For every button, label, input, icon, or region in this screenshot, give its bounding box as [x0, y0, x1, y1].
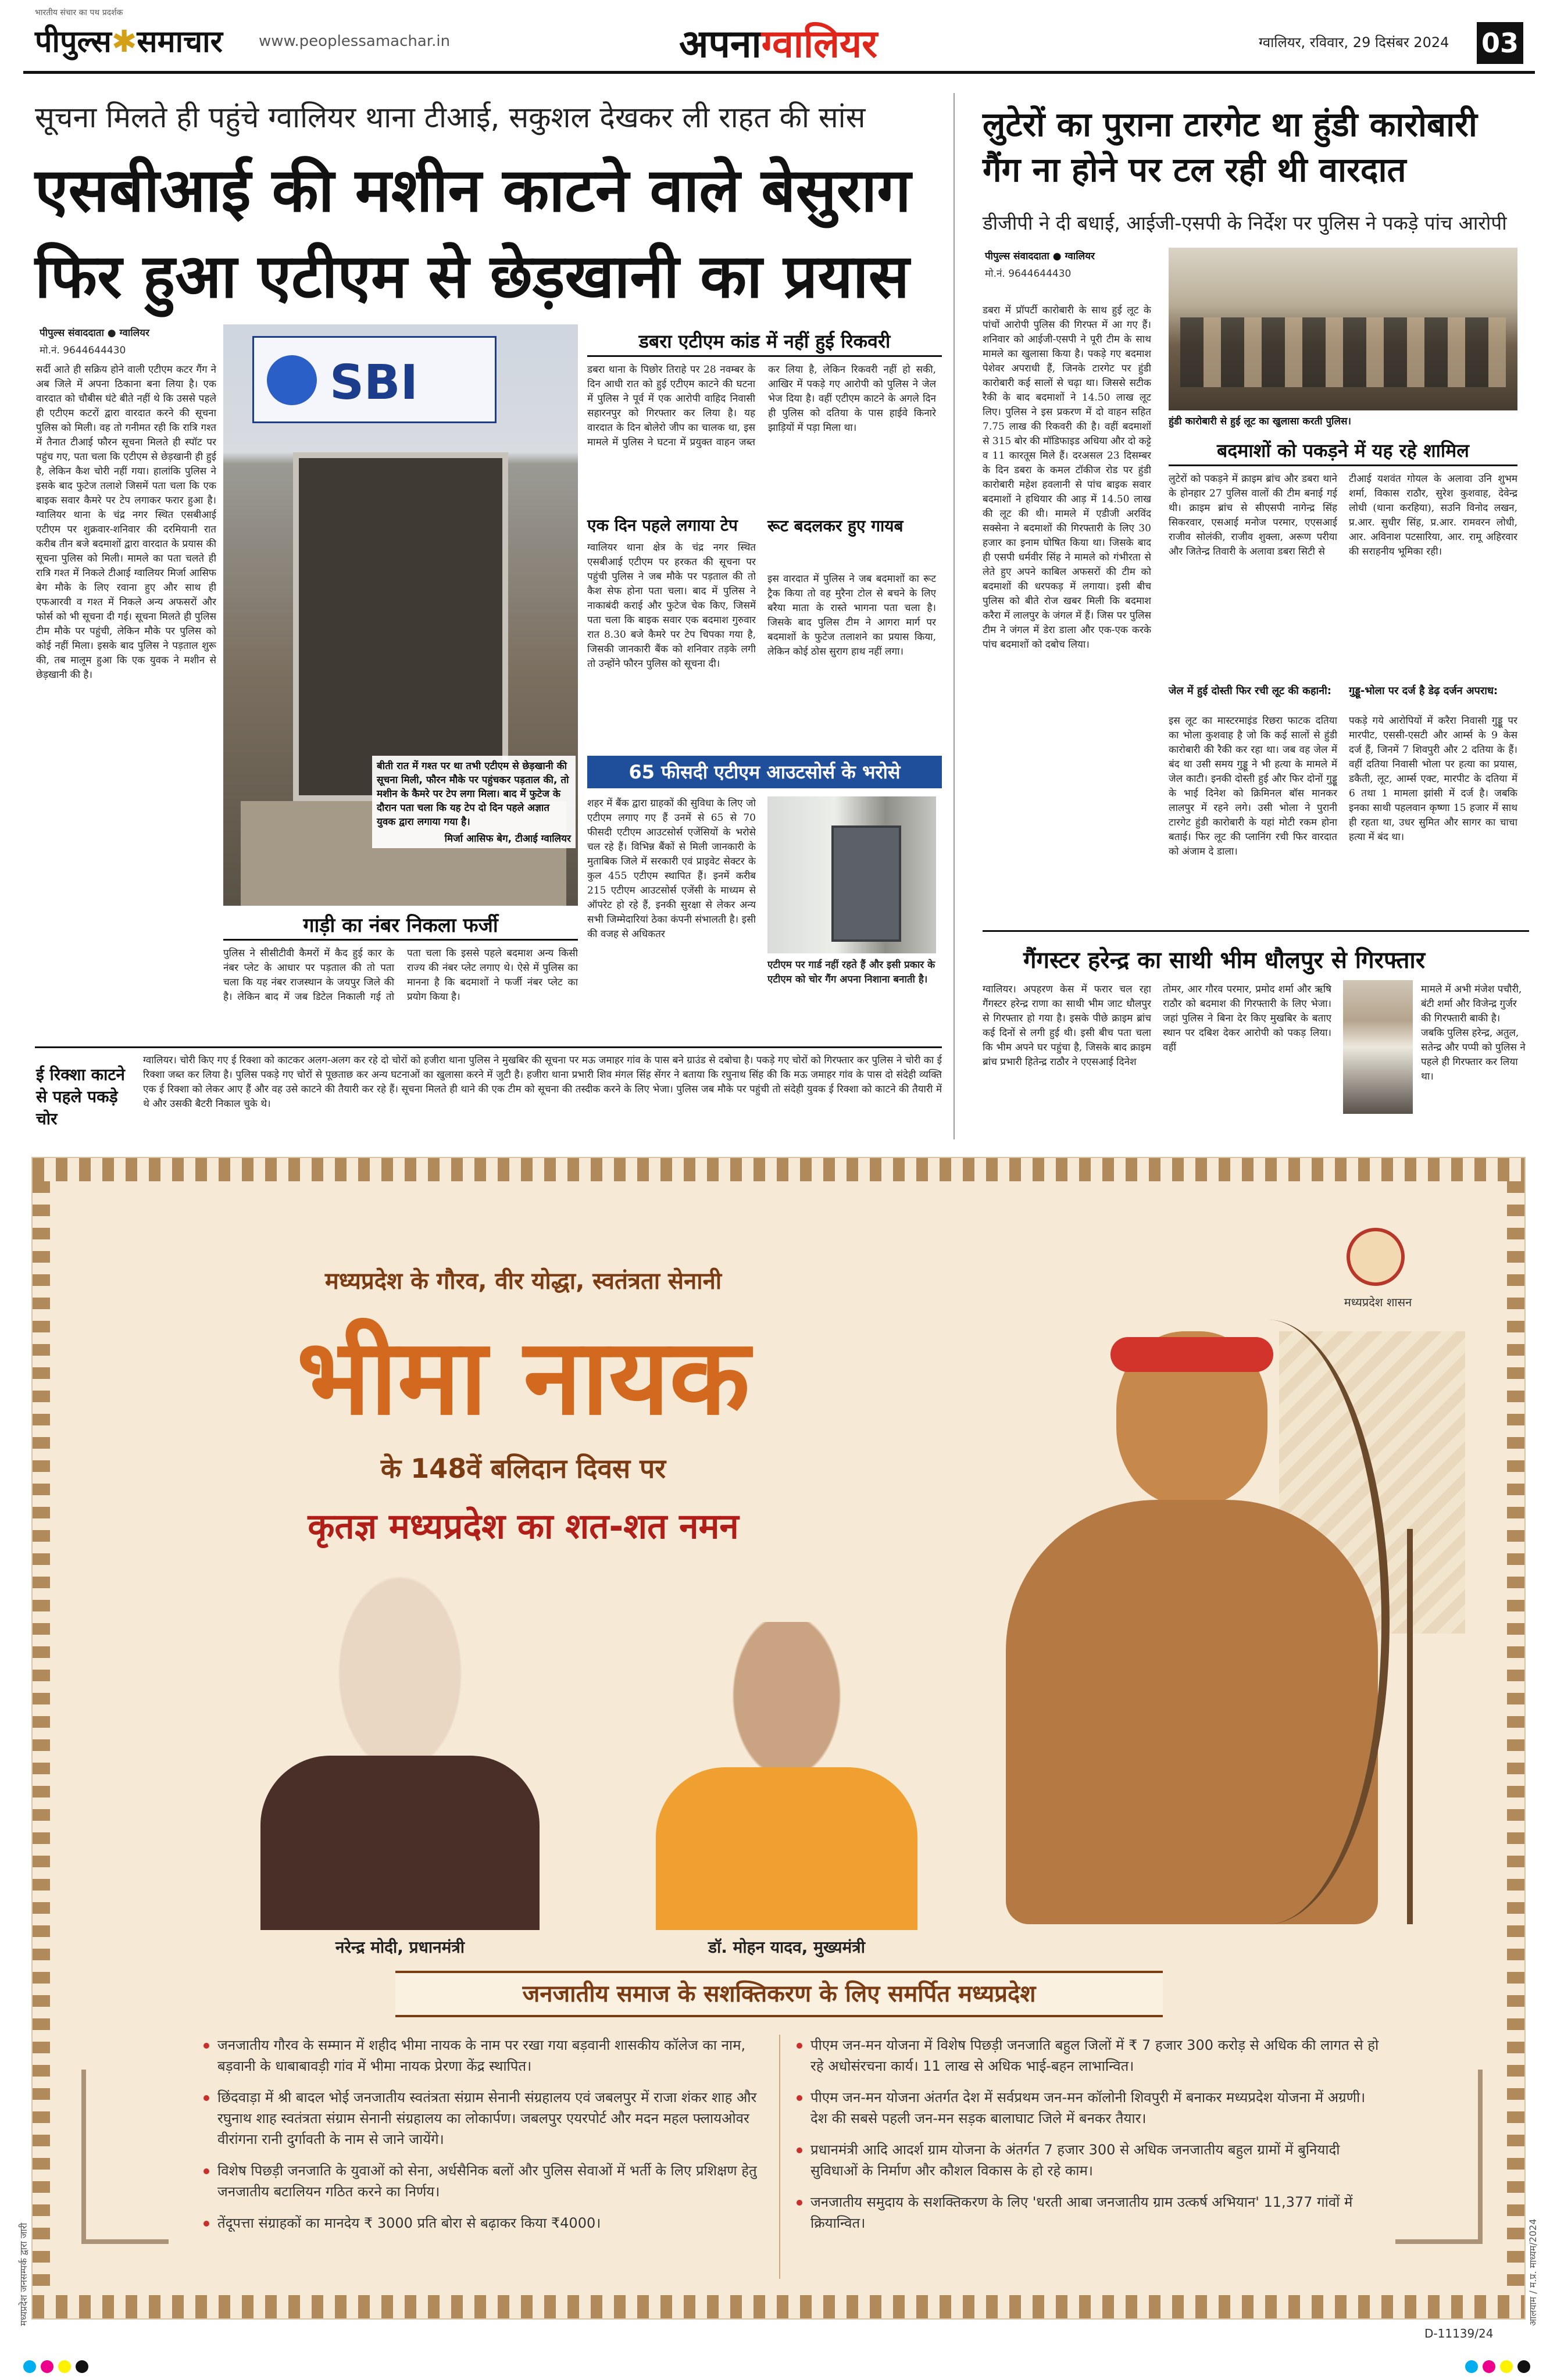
cm-photo — [633, 1622, 941, 1930]
mp-govt-logo — [1347, 1228, 1405, 1286]
accused-photo — [1343, 980, 1413, 1114]
police-row — [1180, 317, 1506, 387]
brand-star-icon: ✱ — [111, 24, 137, 59]
ad-bullet — [797, 2035, 1384, 2077]
bow-icon — [1145, 1320, 1390, 1924]
lead-mobile: मो.नं. 9644644430 — [40, 345, 126, 356]
ad-bullets-right — [797, 2035, 1384, 2244]
sbi-photo-caption — [372, 756, 576, 848]
ad-bullet — [203, 2087, 762, 2150]
cm-torso — [656, 1767, 917, 1930]
ad-bullet-text: प्रधानमंत्री आदि आदर्श ग्राम योजना के अंतर्गत 7 हजार 300 से अधिक जनजातीय बहुल ग्रामों में बुनियादी सुविधाओं के निर्माण और कौशल विकास के हो रहे काम। — [810, 2142, 1340, 2179]
section-prefix: अपना — [679, 22, 762, 66]
magenta-dot-icon — [1483, 2360, 1495, 2373]
dabra-subhead: डबरा एटीएम कांड में नहीं हुई रिकवरी — [587, 326, 942, 357]
right-headline-1: लुटेरों का पुराना टारगेट था हुंडी कारोबारी — [983, 105, 1477, 144]
ad-code: D-11139/24 — [1424, 2327, 1494, 2340]
ad-bullet — [797, 2087, 1384, 2129]
police-team-photo — [1169, 248, 1517, 410]
right-deck: डीजीपी ने दी बधाई, आईजी-एसपी के निर्देश पर पुलिस ने पकड़े पांच आरोपी — [983, 212, 1507, 234]
team-text-2: टीआई यशवंत गोयल के अलावा उनि शुभम शर्मा, विकास राठौर, सुरेश कुशवाह, देवेन्द्र लोधी (थाना करहिया), सउनि विनोद लखन, प्र.आर. सुधीर सिंह, प्र.आर. रामवरन लोधी, आर. अविनाश पटसारिया, आर. रामू अहिरवार की सराहनीय भूमिका रही। — [1349, 473, 1517, 558]
bullet-dot-icon — [797, 2043, 802, 2049]
right-text: डबरा में प्रॉपर्टी कारोबारी के साथ हुई लूट के पांचों आरोपी पुलिस की गिरफ्त में आ गए हैं। शनिवार को आईजी-एसपी ने पूरी टीम के साथ मामले का खुलासा किया है। पकड़े गए बदमाश पेशेवर अपराधी हैं, जिनके टारगेट पर हुंडी कारोबारी कई सालों से चढ़ा था। जिससे सटीक रैकी के बाद बदमाशों ने 14.50 लाख लूट लिए। पुलिस ने इस प्रकरण में दो वाहन सहित 7.75 लाख की रिकवरी की है। वहीं बदमाशों से 315 बोर की मॉडिफाइड अधिया और दो कट्टे व 11 कारतूस मिले हैं। दरअसल 23 दिसम्बर के दिन डबरा के कमल टॉकीज रोड पर हुंडी कारोबारी महेश हवलानी से पांच बाइक सवार बदमाशों ने हथियार की आड़ में 14.50 लाख की लूट की थी। मामले में एडीजी अरविंद सक्सेना ने बदमाशों की गिरफ्तारी के लिए 30 हजार का इनाम घोषित किया था। जिसके बाद ही एसपी धर्मवीर सिंह ने मामले को गंभीरता से लेते हुए अपने काबिल अफसरों की टीम को बदमाशों की धरपकड़ में लगाया। इसी बीच पुलिस को बीते रोज खबर मिली कि बदमाश करैरा में लालपुर के जंगल में हैं। जिस पर पुलिस टीम ने जंगल में डेरा डाला और एक-एक करके पांच बदमाशों को दबोच लिया। — [983, 305, 1151, 651]
tape-subhead: एक दिन पहले लगाया टेप — [587, 516, 738, 535]
police-photo-caption: हुंडी कारोबारी से हुई लूट का खुलासा करती पुलिस। — [1169, 416, 1351, 427]
ad-title: भीमा नायक — [297, 1317, 750, 1438]
ad-banner: जनजातीय समाज के सशक्तिकरण के लिए समर्पित मध्यप्रदेश — [395, 1971, 1163, 2017]
team-subhead: बदमाशों को पकड़ने में यह रहे शामिल — [1169, 435, 1517, 466]
atm-machine-photo — [767, 796, 936, 953]
sbi-sign-text: SBI — [330, 355, 419, 410]
tribal-figure-left — [81, 2070, 169, 2244]
pm-caption: नरेन्द्र मोदी, प्रधानमंत्री — [335, 1938, 465, 1957]
ad-border-bottom — [33, 2295, 1524, 2318]
ad-bullet-text: पीएम जन-मन योजना में विशेष पिछड़ी जनजाति बहुल जिलों में ₹ 7 हजार 300 करोड़ से अधिक की लागत से हो रहे अधोसंरचना कार्य। 11 लाख से अधिक भाई-बहन लाभान्वित। — [810, 2037, 1379, 2074]
lead-headline-1: एसबीआई की मशीन काटने वाले बेसुराग — [35, 155, 911, 226]
brief-rule — [35, 1046, 942, 1048]
ad-side-credit-right: आलयाम / म.प्र. माध्यम/2024 — [1527, 2218, 1538, 2326]
ad-bullet-text: जनजातीय समुदाय के सशक्तिकरण के लिए 'धरती आबा जनजातीय ग्राम उत्कर्ष अभियान' 11,377 गांवों में क्रियान्वित। — [810, 2194, 1353, 2231]
ad-bullet — [797, 2139, 1384, 2181]
sbi-signboard — [252, 336, 497, 423]
mp-govt-label: मध्यप्रदेश शासन — [1344, 1295, 1412, 1309]
ad-bullets-left — [203, 2035, 762, 2244]
third-story-rule — [983, 930, 1529, 932]
bullet-dot-icon — [203, 2043, 209, 2049]
ad-bullet-text: पीएम जन-मन योजना अंतर्गत देश में सर्वप्रथम जन-मन कॉलोनी शिवपुरी में बनाकर मध्यप्रदेश योजना में अग्रणी। देश की सबसे पहली जन-मन सड़क बालाघाट जिले में बनकर तैयार। — [810, 2089, 1366, 2127]
cyan-dot-icon — [1465, 2360, 1478, 2373]
yellow-dot-icon — [1500, 2360, 1513, 2373]
ad-bullets-divider — [779, 2035, 780, 2279]
crimes-subhead: गुड्डू-भोला पर दर्ज है डेढ़ दर्जन अपराध: — [1349, 685, 1498, 697]
atm-machine — [831, 826, 901, 942]
ad-subtitle: के 148वें बलिदान दिवस पर — [380, 1453, 666, 1484]
route-text: इस वारदात में पुलिस ने जब बदमाशों का रूट ट्रैक किया तो वह मुरैना टोल से बचने के लिए बरैया माता के रास्ते भागना पता चला है। जिसके बाद पुलिस टीम ने आगरा मार्ग पर बदमाशों के फुटेज तलाशने का प्रयास किया, लेकिन कोई ठोस सुराग हाथ नहीं लगा। — [767, 573, 936, 657]
brand-logo — [35, 20, 223, 61]
lead-byline: पीपुल्स संवाददाता ● ग्वालियर — [40, 327, 149, 339]
brand-tagline: भारतीय संचार का पथ प्रदर्शक — [35, 8, 123, 17]
bullet-dot-icon — [797, 2147, 802, 2153]
black-dot-icon — [1517, 2360, 1530, 2373]
column-divider — [954, 93, 955, 1139]
team-text-1: लुटेरों को पकड़ने में क्राइम ब्रांच और डबरा थाने के होनहार 27 पुलिस वालों की टीम बनाई गई थी। क्राइम ब्रांच से सीएसपी नागेन्द्र सिंह सिकरवार, एसआई मनोज परमार, एएसआई राजीव सोलंकी, राजीव शुक्ला, अरूण परीया और जितेन्द्र तिवारी के अलावा डबरा सिटी से — [1169, 473, 1337, 558]
bullet-dot-icon — [203, 2095, 209, 2101]
ad-pretitle: मध्यप्रदेश के गौरव, वीर योद्धा, स्वतंत्रता सेनानी — [324, 1268, 722, 1295]
outsource-subhead: 65 फीसदी एटीएम आउटसोर्स के भरोसे — [587, 756, 942, 788]
brand-right: समाचार — [137, 24, 223, 59]
jail-subhead: जेल में हुई दोस्ती फिर रची लूट की कहानी: — [1169, 685, 1332, 697]
ad-bullet — [203, 2160, 762, 2202]
outsource-text: शहर में बैंक द्वारा ग्राहकों की सुविधा के लिए जो एटीएम लगाए गए हैं उनमें से 65 से 70 फीसदी एटीएम आउटसोर्स एजेंसियों के भरोसे चल रहे हैं। विभिन्न बैंकों से मिली जानकारी के मुताबिक जिले में सरकारी एवं प्राइवेट सेक्टर के कुल 455 एटीएम स्थापित हैं। इनमें करीब 215 एटीएम आउटसोर्स एजेंसी के माध्यम से ऑपरेट हो रहे हैं, इनकी सुरक्षा से लेकर अन्य सभी जिम्मेदारियां ठेका कंपनी संभालती है। इसी की वजह से अधिकतर — [587, 798, 756, 940]
right-headline-2: गैंग ना होने पर टल रही थी वारदात — [983, 150, 1406, 190]
brief-text: ग्वालियर। चोरी किए गए ई रिक्शा को काटकर अलग-अलग कर रहे दो चोरों को हजीरा थाना पुलिस ने मुखबिर की सूचना पर मऊ जमाहर गांव के पास बने ग्राउंड से दबोचा है। पकड़े गए चोरों को गिरफ्तार कर पुलिस ने चोरी का ई रिक्शा जब्त कर लिया है। पुलिस पकड़े गए चोरों से पूछताछ कर अन्य घटनाओं का खुलासा करने में जुटी है। हजीरा थाना प्रभारी शिव मंगल सिंह सेंगर ने बताया कि रघुनाथ सिंह की कि मऊ जमाहर गांव के पास दो संदेही व्यक्ति एक ई रिक्शा को लेकर आए हैं और वह उसे काटने की तैयारी कर रहे हैं। सूचना मिलते ही थाने की एक टीम को सूचना की तस्दीक करने के लिए भेजा। पुलिस जब मौके पर पहुंची तो संदेही युवक ई रिक्शा को काटने की तैयारी में थे और उसकी बैटरी निकाल चुके थे। — [143, 1055, 942, 1110]
ad-bullet-text: छिंदवाड़ा में श्री बादल भोई जनजातीय स्वतंत्रता संग्राम सेनानी संग्रहालय एवं जबलपुर में राजा शंकर शाह और रघुनाथ शाह स्वतंत्रता संग्राम सेनानी संग्रहालय का लोकार्पण। जबलपुर एयरपोर्ट और मदन महल फ्लायओवर वीरांगना रानी दुर्गावती के नाम से जाने जायेंगे। — [217, 2089, 757, 2147]
sbi-caption-text: बीती रात में गश्त पर था तभी एटीएम से छेड़खानी की सूचना मिली, फौरन मौके पर पहुंचकर पड़ताल की, तो मशीन के कैमरे पर टेप लगा मिला। बाद में फुटेज के दौरान पता चला कि यह टेप दो दिन पहले अज्ञात युवक द्वारा लगाया गया है। — [377, 760, 569, 828]
ad-side-credit-left: मध्यप्रदेश जनसम्पर्क द्वारा जारी — [18, 2222, 29, 2326]
brief-title: ई रिक्शा काटने से पहले पकड़े चोर — [36, 1065, 125, 1128]
bullet-dot-icon — [203, 2221, 209, 2227]
tape-text: ग्वालियर थाना क्षेत्र के चंद्र नगर स्थित एसबीआई एटीएम पर हरकत की सूचना पर पहुंची पुलिस ने जब मौके पर पड़ताल की तो कैश सेफ होना पता चला। बाद में पुलिस ने नाकाबंदी कराई और फुटेज चेक किए, जिसमें पता चला कि बाइक सवार एक बदमाश गुरुवार रात 8.30 बजे कैमरे पर टेप चिपका गया है, जिसकी जानकारी बैंक को शनिवार तड़के लगी तो उन्होंने फौरन पुलिस को सूचना दी। — [587, 542, 756, 670]
crimes-text: पकड़े गये आरोपियों में करैरा निवासी गुड्डू पर मारपीट, एससी-एसटी और आर्म्स के 9 केस दर्ज हैं, जिनमें 7 शिवपुरी और 2 दतिया के हैं। वहीं दतिया निवासी भोला पर हत्या का प्रयास, डकैती, लूट, आर्म्स एक्ट, मारपीट के दतिया में 6 तथा 1 मामला झांसी में दर्ज है। जबकि इनका साथी पहलवान कृष्णा 15 हजार में साथ ही रहता था, उधर सुमित और सागर का चाचा हत्या में बंद था। — [1349, 715, 1517, 843]
bullet-dot-icon — [203, 2168, 209, 2174]
page-number: 03 — [1477, 22, 1523, 64]
ad-border-left — [33, 1181, 50, 2295]
section-title — [679, 16, 877, 69]
lead-headline-2: फिर हुआ एटीएम से छेड़खानी का प्रयास — [35, 241, 910, 312]
ad-border-right — [1507, 1181, 1524, 2295]
third-col2: तोमर, आर गौरव परमार, प्रमोद शर्मा और ऋषि राठौर को बदमाश की गिरफ्तारी के लिए भेजा। जहां पुलिस ने बिना देर किए मुखबिर के बताए स्थान पर दबिश देकर आरोपी को पकड़ लिया। वहीं — [1163, 984, 1331, 1053]
magenta-dot-icon — [41, 2360, 53, 2373]
brand-left: पीपुल्स — [35, 24, 112, 59]
lead-col1-text: सर्दी आते ही सक्रिय होने वाली एटीएम कटर गैंग ने अब जिले में अपना ठिकाना बना लिया है। एक वारदात को चौबीस घंटे बीते नहीं थे कि उससे पहले ही एटीएम कटरों द्वारा वारदात करने की सूचना पुलिस को मिली। वह तो गनीमत रही कि रात्रि गश्त में तैनात टीआई फौरन सूचना मिलते ही स्पॉट पर पहुंच गए, पता चला कि एटीएम से छेड़खानी ही हुई है, लेकिन कैश चोरी नहीं गया। हालांकि पुलिस ने इसके बाद फुटेज तलाशे जिसमें पता चला कि एक बाइक सवार कैमरे पर टेप लगाकर फरार हुआ है। ग्वालियर थाना के चंद्र नगर स्थित एसबीआई एटीएम पर शुक्रवार-शनिवार की दरमियानी रात करीब तीन बजे बदमाशों द्वारा वारदात के प्रयास की सूचना पुलिस को मिली। मामले का पता चलते ही रात्रि गश्त में निकले टीआई ग्वालियर मिर्जा आसिफ बेग मौके के लिए रवाना हुए और साथ ही एफआरवी व गश्त में निकले अन्य अफसरों और फोर्स को भी सूचना दी गई। सूचना मिलते ही पुलिस टीम मौके पर पहुंची, लेकिन मौके पर पुलिस को कोई नहीं मिला। इसके बाद पुलिस ने पड़ताल शुरू की, तब मालूम हुआ कि एक युवक ने मशीन से छेड़खानी की है। — [36, 364, 216, 681]
ad-tagline: कृतज्ञ मध्यप्रदेश का शत-शत नमन — [308, 1506, 739, 1547]
pm-photo — [237, 1564, 563, 1930]
third-headline: गैंगस्टर हरेन्द्र का साथी भीम धौलपुर से गिरफ्तार — [1023, 947, 1426, 974]
ad-bullet — [797, 2192, 1384, 2234]
number-plate-text: पुलिस ने सीसीटीवी कैमरों में कैद हुई कार के नंबर प्लेट के आधार पर पड़ताल की तो पता चला कि यह नंबर राजस्थान के जयपुर जिले की है। लेकिन बाद में जब डिटेल निकाली गई तो पता चला कि इससे पहले बदमाश अन्य किसी राज्य की नंबर प्लेट लगाए थे। ऐसे में पुलिस का मानना है कि बदमाशों ने फर्जी नंबर प्लेट का प्रयोग किया है। — [223, 948, 578, 1003]
spear-icon — [1407, 1529, 1413, 1924]
ad-bullet — [203, 2035, 762, 2077]
third-col3: मामले में अभी मंजेश पचौरी, बंटी शर्मा और विजेन्द्र गुर्जर की गिरफ्तारी बाकी है। जबकि पुलिस हरेन्द्र, अतुल, सतेन्द्र और पप्पी को पुलिस ने पहले ही गिरफ्तार कर लिया था। — [1421, 984, 1526, 1082]
pm-torso — [260, 1756, 540, 1930]
section-name: ग्वालियर — [761, 22, 878, 66]
sbi-caption-credit: मिर्जा आसिफ बेग, टीआई ग्वालियर — [444, 833, 571, 845]
atm-photo-caption: एटीएम पर गार्ड नहीं रहते हैं और इसी प्रकार के एटीएम को चोर गैंग अपना निशाना बनाती है। — [767, 959, 935, 985]
ad-bullet-text: विशेष पिछड़ी जनजाति के युवाओं को सेना, अर्धसैनिक बलों और पुलिस सेवाओं में भर्ती के लिए प्रशिक्षण हेतु जनजातीय बटालियन गठित करने का निर्णय। — [217, 2163, 757, 2200]
route-subhead: रूट बदलकर हुए गायब — [767, 516, 904, 535]
bhima-nayak-illustration — [907, 1308, 1477, 1924]
ad-bullet — [203, 2213, 762, 2234]
ad-border-top — [33, 1158, 1524, 1181]
ad-bullet-text: जनजातीय गौरव के सम्मान में शहीद भीमा नायक के नाम पर रखा गया बड़वानी शासकीय कॉलेज का नाम, बड़वानी के धाबाबावड़ी गांव में भीमा नायक प्रेरणा केंद्र स्थापित। — [217, 2037, 746, 2074]
tribal-figure-right — [1395, 2070, 1483, 2244]
atm-door — [293, 452, 508, 801]
jail-text: इस लूट का मास्टरमाइंड रिछरा फाटक दतिया का भोला कुशवाह है जो कि कई सालों से हुंडी कारोबारी की रैकी कर रहा था। जब वह जेल में बंद था उसी समय गुड्डू ने भी हत्या के मामले में जेल काटी। इनकी दोस्ती हुई और फिर दोनों गुड्डू के भाई दिनेश को क्रिमिनल बॉस मानकर लालपुर में रहने लगे। उसी भोला ने पुरानी टारगेट हुंडी कारोबारी के यहां मोटी रकम होना बताई। फिर लूट की प्लानिंग रची फिर वारदात को अंजाम दे डाला। — [1169, 715, 1337, 857]
masthead-rule — [23, 71, 1535, 74]
cm-caption: डॉ. मोहन यादव, मुख्यमंत्री — [708, 1938, 865, 1957]
lead-kicker: सूचना मिलते ही पहुंचे ग्वालियर थाना टीआई, सकुशल देखकर ली राहत की सांस — [35, 101, 866, 134]
cyan-dot-icon — [23, 2360, 36, 2373]
third-col1: ग्वालियर। अपहरण केस में फरार चल रहा गैंगस्टर हरेन्द्र राणा का साथी भीम जाट धौलपुर से गिरफ्तार हो गया है। इसके पीछे क्राइम ब्रांच कई दिनों से लगी हुई थी। इसी बीच पता चला कि भीम अपने घर पहुंचा है, जिसके बाद क्राइम ब्रांच प्रभारी हितेन्द्र राठौर ने एएसआई दिनेश — [983, 984, 1151, 1068]
ad-bullet-text: तेंदूपत्ता संग्राहकों का मानदेय ₹ 3000 प्रति बोरा से बढ़ाकर किया ₹4000। — [217, 2215, 601, 2231]
dabra-text: डबरा थाना के पिछोर तिराहे पर 28 नवम्बर के दिन आधी रात को हुई एटीएम काटने की घटना में पुलिस ने पूर्व में एक आरोपी वाहिद निवासी सहारनपुर को गिरफ्तार कर लिया है। यह वारदात के दिन बोलेरो जीप का चालक था, इस मामले में पुलिस ने घटना में प्रयुक्त वाहन जब्त कर लिया है, लेकिन रिकवरी नहीं हो सकी, आखिर में पकड़े गए आरोपी को पुलिस ने जेल भेज दिया है। वहीं एटीएम काटने के अगले दिन ही पुलिस को दतिया के पास हाईवे किनारे झाड़ियों में पड़ा मिला था। — [587, 364, 936, 448]
right-byline: पीपुल्स संवाददाता ● ग्वालियर — [985, 251, 1095, 262]
number-plate-subhead: गाड़ी का नंबर निकला फर्जी — [223, 910, 578, 941]
bullet-dot-icon — [797, 2095, 802, 2101]
color-registration-bar — [0, 2358, 1557, 2375]
bullet-dot-icon — [797, 2200, 802, 2206]
sbi-logo-icon — [267, 355, 317, 405]
yellow-dot-icon — [58, 2360, 71, 2373]
right-mobile: मो.नं. 9644644430 — [985, 268, 1072, 280]
black-dot-icon — [76, 2360, 88, 2373]
dateline: ग्वालियर, रविवार, 29 दिसंबर 2024 — [1259, 34, 1449, 51]
masthead — [0, 0, 1557, 76]
website: www.peoplessamachar.in — [259, 33, 451, 50]
